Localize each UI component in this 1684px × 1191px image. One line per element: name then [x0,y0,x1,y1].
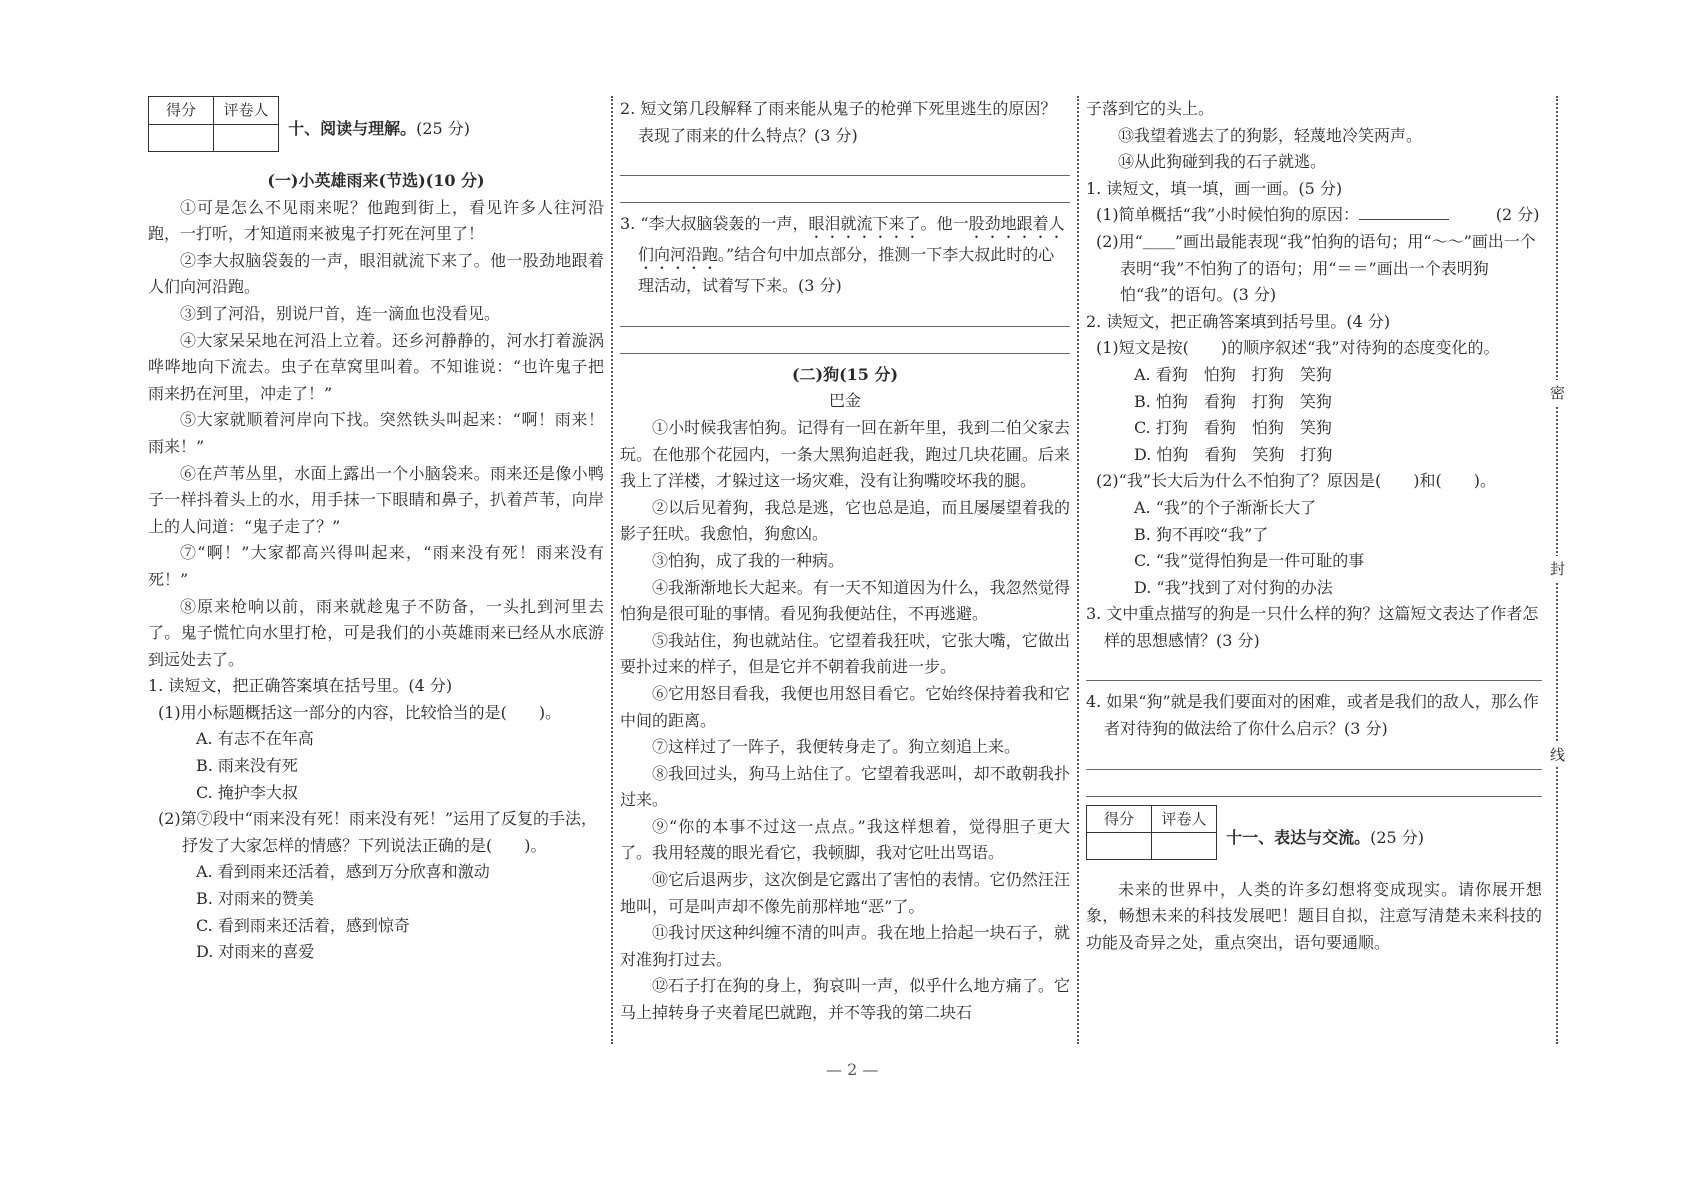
paragraph: ⑪我讨厌这种纠缠不清的叫声。我在地上拾起一块石子，就对准狗打过去。 [620,923,1070,969]
grader-label: 评卷人 [1152,805,1217,833]
score-cell[interactable] [149,124,214,151]
paragraph: ③怕狗，成了我的一种病。 [652,550,845,570]
score-label: 得分 [1087,805,1152,833]
column-3 [1086,96,1542,956]
seal-mark-mi: 密 [1550,380,1565,405]
sub-question: (1)用小标题概括这一部分的内容，比较恰当的是( )。 [158,702,562,722]
question: 4. 如果“狗”就是我们要面对的困难，或者是我们的敌人，那么作者对待狗的做法给了你什么启示？(3 分) [1086,692,1539,739]
answer-line[interactable] [1086,770,1542,797]
answer-line[interactable] [1086,654,1542,681]
sub-question: (1)简单概括“我”小时候怕狗的原因： (2 分) [1096,205,1540,225]
paragraph: ⑤我站住，狗也就站住。它望着我狂吠，它张大嘴，它做出要扑过来的样子，但是它并不朝着我前进一步。 [620,630,1070,677]
option[interactable]: C. 掩护李大叔 [196,782,298,802]
answer-line[interactable] [620,300,1070,327]
option[interactable]: B. 对雨来的赞美 [196,889,314,909]
passage-title: (一)小英雄雨来(节选)(10 分) [267,171,485,190]
paragraph: ①可是怎么不见雨来呢？他跑到街上，看见许多人往河沿跑，一打听，才知道雨来被鬼子打死在河里了！ [148,197,604,244]
column-separator [1077,96,1079,1044]
column-1 [148,96,604,966]
option[interactable]: C. “我”觉得怕狗是一件可耻的事 [1134,551,1365,571]
grader-label: 评卷人 [214,97,279,125]
answer-blank[interactable] [1359,219,1449,220]
column-separator [611,96,613,1044]
paragraph: ⑦这样过了一阵子，我便转身走了。狗立刻追上来。 [652,737,1021,757]
paragraph: ⑥在芦苇丛里，水面上露出一个小脑袋来。雨来还是像小鸭子一样抖着头上的水，用手抹一下眼睛和鼻子，扒着芦苇，向岸上的人问道：“鬼子走了？” [148,463,604,536]
question: 2. 短文第几段解释了雨来能从鬼子的枪弹下死里逃生的原因？表现了雨来的什么特点？(3 分) [620,99,1057,145]
paragraph: ②李大叔脑袋轰的一声，眼泪就流下来了。他一股劲地跟着人们向河沿跑。 [148,250,604,297]
option[interactable]: A. 有志不在年高 [196,729,314,749]
paragraph: ⑨“你的本事不过这一点点。”我这样想着，觉得胆子更大了。我用轻蔑的眼光看它，我顿脚，我对它吐出骂语。 [620,816,1070,863]
answer-line[interactable] [620,327,1070,354]
section-header [1086,805,1542,877]
paragraph: ⑭从此狗碰到我的石子就逃。 [1118,152,1327,172]
paragraph-continued: 子落到它的头上。 [1086,99,1215,118]
option[interactable]: D. 对雨来的喜爱 [196,942,315,962]
paragraph: ⑦“啊！”大家都高兴得叫起来，“雨来没有死！雨来没有死！” [148,543,604,589]
paragraph: ④大家呆呆地在河沿上立着。还乡河静静的，河水打着漩涡哗哗地向下流去。虫子在草窝里叫着。不知谁说：“也许鬼子把雨来扔在河里，冲走了！” [148,330,604,403]
question: 3. 文中重点描写的狗是一只什么样的狗？这篇短文表达了作者怎样的思想感情？(3 分) [1086,604,1539,650]
score-label: 得分 [149,97,214,125]
score-cell[interactable] [1087,833,1152,860]
option[interactable]: A. “我”的个子渐渐长大了 [1134,497,1317,517]
sub-question: (2)用“＿＿”画出最能表现“我”怕狗的语句；用“～～”画出一个表明“我”不怕狗了的语句；用“＝＝”画出一个表明狗怕“我”的语句。(3 分) [1096,231,1536,305]
grader-cell[interactable] [1152,833,1217,860]
paragraph: ②以后见着狗，我总是逃，它也总是追，而且屡屡望着我的影子狂吠。我愈怕，狗愈凶。 [620,497,1070,544]
paragraph: ④我渐渐地长大起来。有一天不知道因为什么，我忽然觉得怕狗是很可耻的事情。看见狗我便站住，不再逃避。 [620,577,1070,624]
sub-question: (2)第⑦段中“雨来没有死！雨来没有死！”运用了反复的手法，抒发了大家怎样的情感？下列说法正确的是( )。 [158,809,598,855]
score-box [148,96,279,152]
sub-question: (1)短文是按( )的顺序叙述“我”对待狗的态度变化的。 [1096,338,1500,358]
option[interactable]: C. 打狗 看狗 怕狗 笑狗 [1134,418,1332,438]
question: 3. “李大叔脑袋轰的一声，眼泪就流下来了。他一股劲地跟着人们向河沿跑。”结合句中加点部分，推测一下李大叔此时的心理活动，试着写下来。(3 分) [620,214,1065,296]
passage-title: (二)狗(15 分) [791,364,899,384]
section-title: 十、阅读与理解。(25 分) [288,119,471,138]
column-2 [620,96,1070,1027]
option[interactable]: C. 看到雨来还活着，感到惊奇 [196,915,410,935]
option[interactable]: A. 看到雨来还活着，感到万分欣喜和激动 [196,862,490,882]
answer-line[interactable] [1086,743,1542,770]
option[interactable]: B. 怕狗 看狗 打狗 笑狗 [1134,391,1332,411]
seal-mark-feng: 封 [1550,556,1565,581]
paragraph: ⑬我望着逃去了的狗影，轻蔑地冷笑两声。 [1118,125,1423,145]
answer-line[interactable] [620,176,1070,203]
score-box [1086,805,1217,861]
paragraph: ⑩它后退两步，这次倒是它露出了害怕的表情。它仍然汪汪地叫，可是叫声却不像先前那样地“恶”了。 [620,870,1070,916]
option[interactable]: B. 狗不再咬“我”了 [1134,524,1269,544]
paragraph: ③到了河沿，别说尸首，连一滴血也没看见。 [180,303,501,323]
page-number: — 2 — [826,1060,879,1079]
essay-prompt: 未来的世界中，人类的许多幻想将变成现实。请你展开想象，畅想未来的科技发展吧！题目自拟，注意写清楚未来科技的功能及奇异之处，重点突出，语句要通顺。 [1086,879,1542,952]
paragraph: ⑧原来枪响以前，雨来就趁鬼子不防备，一头扎到河里去了。鬼子慌忙向水里打枪，可是我们的小英雄雨来已经从水底游到远处去了。 [148,596,604,669]
paragraph: ⑧我回过头，狗马上站住了。它望着我恶叫，却不敢朝我扑过来。 [620,763,1070,810]
question: 1. 读短文，把正确答案填在括号里。(4 分) [148,676,453,696]
paragraph: ⑥它用怒目看我，我便也用怒目看它。它始终保持着我和它中间的距离。 [620,683,1070,730]
paragraph: ⑤大家就顺着河岸向下找。突然铁头叫起来：“啊！雨来！雨来！” [148,410,604,456]
answer-line[interactable] [620,149,1070,176]
paragraph: ⑫石子打在狗的身上，狗哀叫一声，似乎什么地方痛了。它马上掉转身子夹着尾巴就跑，并不等我的第二块石 [620,976,1070,1023]
option[interactable]: B. 雨来没有死 [196,756,298,776]
passage-author: 巴金 [828,391,861,411]
sub-question: (2)“我”长大后为什么不怕狗了？原因是( )和( )。 [1096,471,1496,491]
option[interactable]: D. 怕狗 看狗 笑狗 打狗 [1134,444,1333,464]
grader-cell[interactable] [214,124,279,151]
section-header [148,96,604,168]
question: 1. 读短文，填一填，画一画。(5 分) [1086,178,1343,198]
seal-mark-xian: 线 [1550,742,1565,767]
paragraph: ①小时候我害怕狗。记得有一回在新年里，我到二伯父家去玩。在他那个花园内，一条大黑狗追赶我，跑过几块花圃。后来我上了洋楼，才躲过这一场灾难，没有让狗嘴咬坏我的腿。 [620,417,1070,491]
option[interactable]: A. 看狗 怕狗 打狗 笑狗 [1134,364,1332,384]
question: 2. 读短文，把正确答案填到括号里。(4 分) [1086,311,1391,331]
section-title: 十一、表达与交流。(25 分) [1226,827,1425,847]
option[interactable]: D. “我”找到了对付狗的办法 [1134,577,1333,597]
